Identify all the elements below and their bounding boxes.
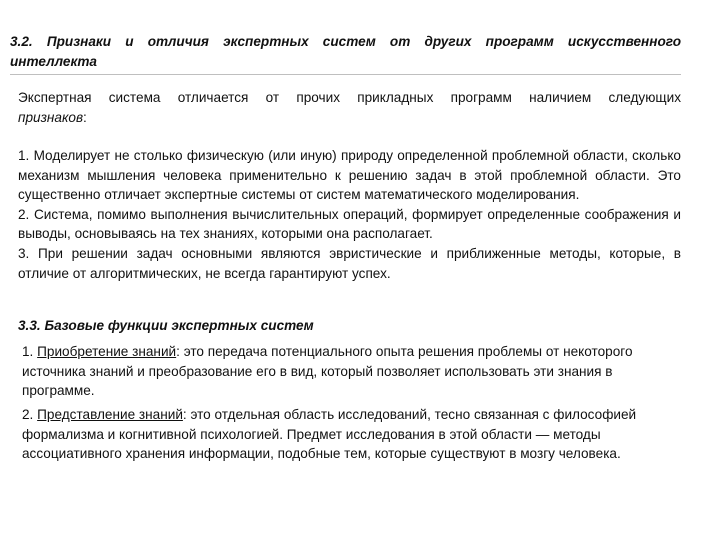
intro-line-1: Экспертная система отличается от прочих прикладных программ наличием следующих xyxy=(18,90,681,105)
function-number: 2. xyxy=(22,407,34,422)
features-list xyxy=(18,146,681,283)
intro-italic-word: признаков xyxy=(18,109,84,125)
intro-paragraph xyxy=(18,88,681,127)
section-heading-3-3: 3.3. Базовые функции экспертных систем xyxy=(18,318,314,333)
feature-text: Моделирует не столько физическую (или иную) природу определенной проблемной области, сколько механизм мышления человека применительно к решению задач в этой проблемной области. Это существенно отличает экспертные системы от систем математического моделирования. xyxy=(18,148,681,203)
function-text: : это отдельная область исследований, тесно связанная с философией формализма и когнитивной психологией. Предмет исследования в этой области — методы ассоциативного хранения информации, подобные тем, которые существуют в мозгу человека. xyxy=(22,407,637,462)
feature-text: Система, помимо выполнения вычислительных операций, формирует определенные соображения и выводы, основываясь на тех знаниях, которыми она располагает. xyxy=(18,206,681,242)
feature-text: При решении задач основными являются эвристические и приближенные методы, которые, в отличие от алгоритмических, не всегда гарантируют успех. xyxy=(18,245,681,281)
feature-item-1 xyxy=(18,146,681,205)
function-number: 1. xyxy=(22,344,34,359)
feature-number: 1. xyxy=(18,148,30,163)
feature-number: 2. xyxy=(18,206,30,222)
feature-item-2 xyxy=(18,205,681,244)
intro-colon: : xyxy=(83,109,87,125)
intro-line-2 xyxy=(18,108,681,128)
function-paragraph xyxy=(22,405,682,464)
section-heading-line-2: интеллекта xyxy=(10,54,97,69)
section-heading-3-2 xyxy=(10,32,681,72)
section-heading-line-1: 3.2. Признаки и отличия экспертных систем от других программ искусственного xyxy=(10,34,681,49)
feature-number: 3. xyxy=(18,245,30,261)
function-paragraph xyxy=(22,342,682,401)
feature-item-3 xyxy=(18,244,681,283)
function-item-1 xyxy=(22,342,682,401)
function-item-2 xyxy=(22,405,682,464)
heading-divider xyxy=(10,74,681,75)
function-text: : это передача потенциального опыта решения проблемы от некоторого источника знаний и преобразование его в вид, который позволяет использовать эти знания в программе. xyxy=(22,344,633,399)
function-term: Приобретение знаний xyxy=(37,344,177,359)
function-term: Представление знаний xyxy=(37,407,183,422)
